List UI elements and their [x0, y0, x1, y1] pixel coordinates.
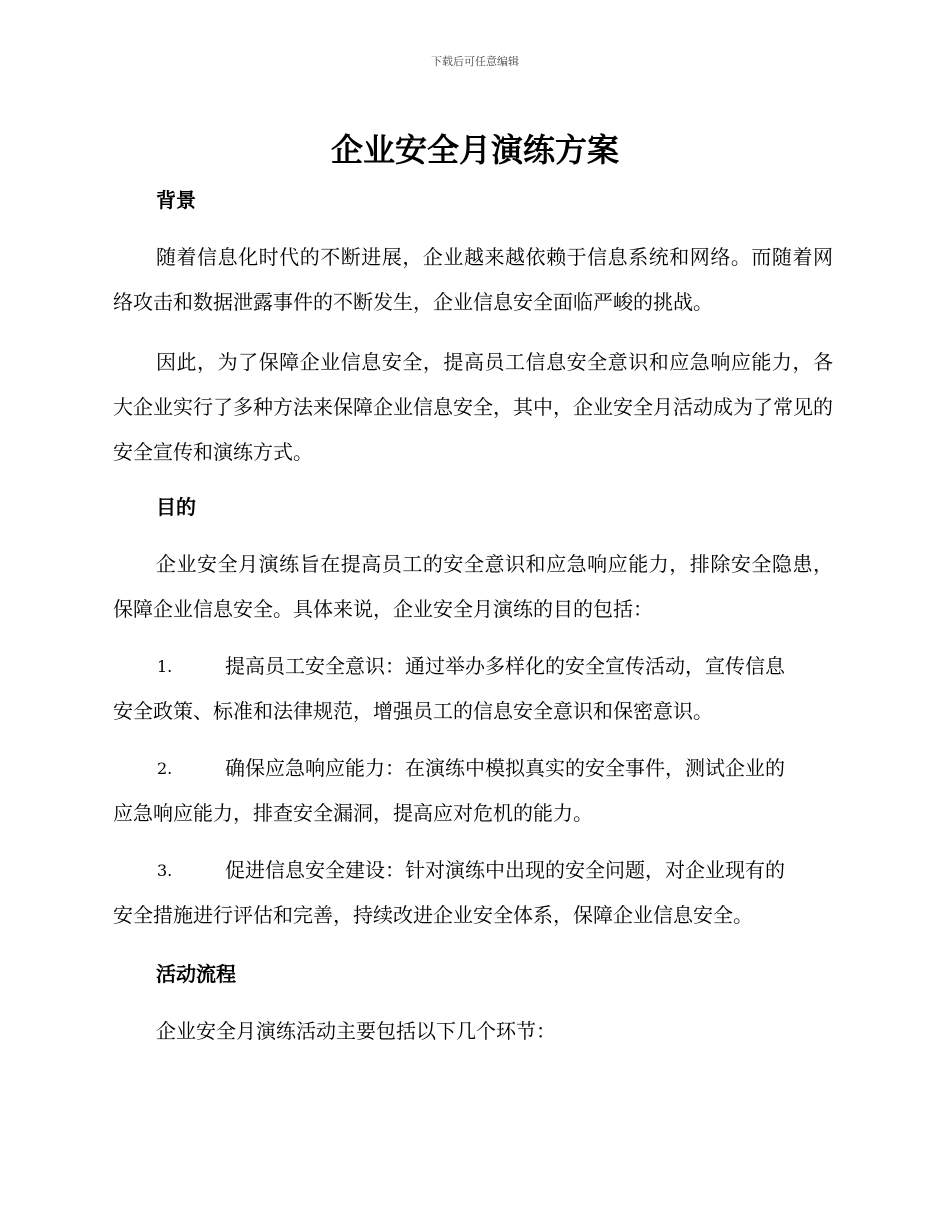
list-item-text: 确保应急响应能力：在演练中模拟真实的安全事件，测试企业的	[225, 756, 785, 780]
purpose-intro-paragraph: 企业安全月演练旨在提高员工的安全意识和应急响应能力，排除安全隐患，保障企业信息安全。具体来说，企业安全月演练的目的包括：	[113, 552, 833, 621]
section-heading-background: 背景	[156, 188, 196, 212]
background-paragraph-2: 因此，为了保障企业信息安全，提高员工信息安全意识和应急响应能力，各大企业实行了多种方法来保障企业信息安全，其中，企业安全月活动成为了常见的安全宣传和演练方式。	[113, 350, 833, 464]
background-paragraph-1: 随着信息化时代的不断进展，企业越来越依赖于信息系统和网络。而随着网络攻击和数据泄露事件的不断发生，企业信息安全面临严峻的挑战。	[113, 245, 833, 314]
list-number: 2.	[157, 759, 173, 778]
section-heading-purpose: 目的	[156, 495, 196, 519]
header-note: 下载后可任意编辑	[431, 55, 519, 68]
list-item-text: 提高员工安全意识：通过举办多样化的安全宣传活动，宣传信息	[225, 654, 785, 678]
document-title: 企业安全月演练方案	[330, 131, 619, 169]
list-item-text: 安全政策、标准和法律规范，增强员工的信息安全意识和保密意识。	[113, 699, 713, 723]
section-heading-process: 活动流程	[156, 962, 236, 986]
list-item-text: 促进信息安全建设：针对演练中出现的安全问题，对企业现有的	[225, 858, 785, 882]
list-item-text: 安全措施进行评估和完善，持续改进企业安全体系，保障企业信息安全。	[113, 903, 753, 927]
purpose-list-item-1	[113, 644, 833, 734]
list-number: 1.	[157, 657, 173, 676]
purpose-list-item-2	[113, 746, 833, 836]
list-number: 3.	[157, 861, 173, 880]
purpose-list-item-3	[113, 848, 833, 938]
process-intro-paragraph: 企业安全月演练活动主要包括以下几个环节：	[156, 1019, 556, 1043]
list-item-text: 应急响应能力，排查安全漏洞，提高应对危机的能力。	[113, 801, 593, 825]
